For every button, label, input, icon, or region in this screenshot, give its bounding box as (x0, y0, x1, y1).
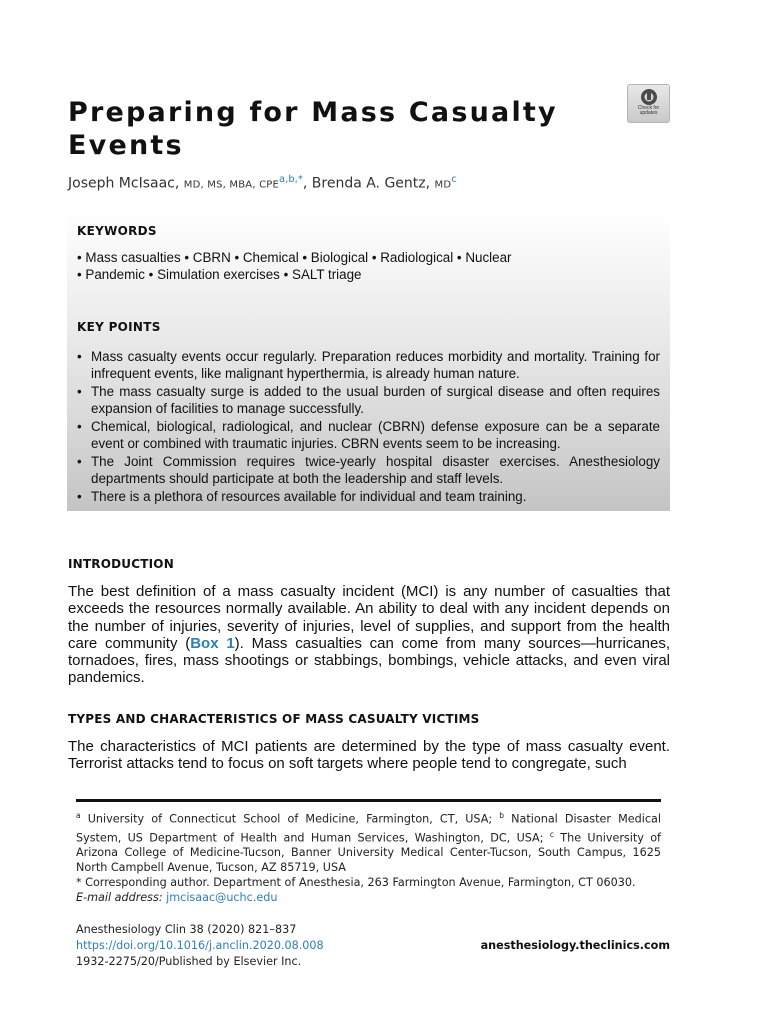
introduction-paragraph (68, 583, 670, 687)
journal-citation: Anesthesiology Clin 38 (2020) 821–837 (76, 923, 297, 936)
box-1-link[interactable]: Box 1 (190, 634, 235, 652)
key-points-list (77, 348, 660, 505)
keywords-heading: KEYWORDS (77, 224, 157, 238)
author2-name: , Brenda A. Gentz, (302, 175, 431, 192)
doi-link[interactable]: https://doi.org/10.1016/j.anclin.2020.08.008 (76, 939, 324, 952)
key-point-item: • The mass casualty surge is added to the usual burden of surgical disease and often requires expansion of facilities to manage successfully. (77, 383, 660, 417)
affiliations (76, 808, 661, 875)
keywords-list (77, 249, 660, 283)
key-point-item: • Chemical, biological, radiological, and nuclear (CBRN) defense exposure can be a separate event or combined with traumatic injuries. CBRN events seem to be increasing. (77, 418, 660, 452)
key-point-item: • The Joint Commission requires twice-yearly hospital disaster exercises. Anesthesiology departments should participate at both the leadership and staff levels. (77, 453, 660, 487)
issn-line: 1932-2275/20/Published by Elsevier Inc. (76, 955, 302, 968)
email-label: E-mail address: (76, 891, 163, 905)
author1-degrees: MD, MS, MBA, CPE (183, 179, 280, 191)
journal-info (76, 922, 324, 970)
introduction-heading: INTRODUCTION (68, 557, 174, 571)
keywords-keypoints-box (67, 211, 670, 511)
author2-affiliation-mark[interactable]: c (451, 174, 457, 185)
author2-degrees: MD (434, 179, 452, 191)
article-title: Preparing for Mass Casualty Events (68, 97, 558, 162)
key-point-item: • There is a plethora of resources available for individual and team training. (77, 488, 660, 505)
affiliation-c: The University of Arizona College of Medicine-Tucson, Banner University Medical Center-Tucson, South Campus, 1625 North Campbell Avenue, Tucson, AZ 85719, USA (76, 831, 661, 875)
author1-name: Joseph McIsaac, (68, 175, 180, 192)
affil-mark-b: b (499, 811, 505, 820)
footnote-divider (76, 799, 661, 802)
types-paragraph: The characteristics of MCI patients are determined by the type of mass casualty event. Terrorist attacks tend to focus on soft targets where people tend to congregate, such (68, 738, 670, 773)
affiliation-b: National Disaster Medical System, US Department of Health and Human Services, Washington, DC, USA; (76, 812, 661, 845)
keywords-line-2: • Pandemic • Simulation exercises • SALT triage (77, 267, 362, 282)
keywords-line-1: • Mass casualties • CBRN • Chemical • Biological • Radiological • Nuclear (77, 250, 512, 265)
check-updates-icon (640, 88, 658, 106)
author1-affiliation-marks[interactable]: a,b,* (279, 174, 303, 185)
footnotes (76, 808, 661, 905)
introduction-text-end: ). Mass casualties can come from many sources—hurricanes, tornadoes, fires, mass shootings or stabbings, bombings, vehicle attacks, and even viral pandemics. (68, 634, 670, 687)
email-link[interactable]: jmcisaac@uchc.edu (166, 891, 278, 905)
affil-mark-c: c (549, 829, 554, 839)
affiliation-a: University of Connecticut School of Medicine, Farmington, CT, USA; (80, 812, 500, 826)
badge-label-1: Check for (637, 105, 660, 111)
badge-label-2: updates (639, 110, 658, 116)
author-line (68, 174, 457, 192)
corresponding-author: * Corresponding author. Department of Anesthesia, 263 Farmington Avenue, Farmington, CT 06030. (76, 876, 636, 890)
introduction-text-start: The best definition of a mass casualty incident (MCI) is any number of casualties that exceeds the resources normally available. An ability to deal with any incident depends on the number of injuries, severity of injuries, level of supplies, and support from the health care community ( (68, 583, 670, 652)
types-heading: TYPES AND CHARACTERISTICS OF MASS CASUALTY VICTIMS (68, 712, 480, 726)
check-for-updates-badge[interactable] (627, 84, 670, 123)
email-line (76, 890, 661, 905)
key-point-item: • Mass casualty events occur regularly. Preparation reduces morbidity and mortality. Training for infrequent events, like malignant hyperthermia, is already human nature. (77, 348, 660, 382)
key-points-heading: KEY POINTS (77, 320, 161, 334)
affil-mark-a: a (76, 811, 81, 820)
journal-website[interactable]: anesthesiology.theclinics.com (480, 939, 670, 952)
